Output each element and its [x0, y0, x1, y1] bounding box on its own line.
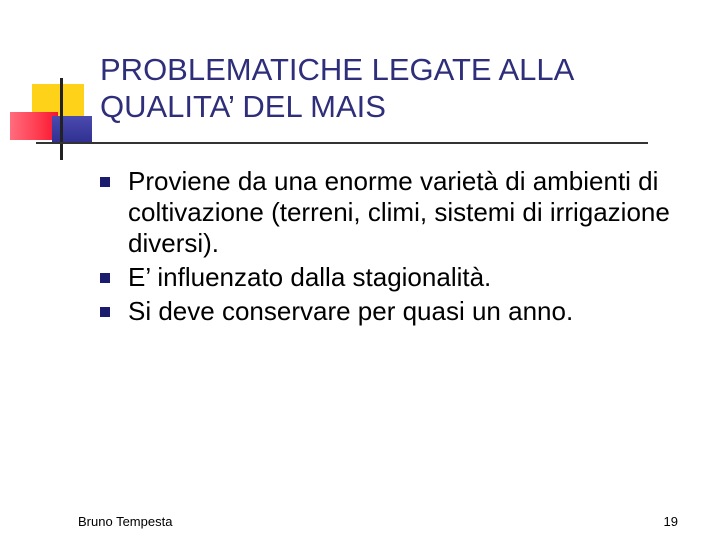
logo-vertical-line	[60, 78, 63, 160]
bullet-text: Si deve conservare per quasi un anno.	[128, 296, 574, 326]
logo-blue-square	[52, 116, 92, 144]
logo-red-bar	[10, 112, 58, 140]
bullet-item	[100, 262, 700, 293]
title-underline-divider	[36, 142, 648, 144]
square-bullet-icon	[100, 273, 110, 283]
square-bullet-icon	[100, 177, 110, 187]
square-bullet-icon	[100, 307, 110, 317]
bullet-item	[100, 166, 700, 259]
footer-page-number: 19	[663, 514, 678, 529]
bullet-text: Proviene da una enorme varietà di ambienti di coltivazione (terreni, climi, sistemi di irrigazione diversi).	[128, 166, 670, 258]
bullet-list	[100, 166, 700, 330]
bullet-text: E’ influenzato dalla stagionalità.	[128, 262, 492, 292]
footer-author: Bruno Tempesta	[78, 514, 173, 529]
bullet-item	[100, 296, 700, 327]
slide-title: PROBLEMATICHE LEGATE ALLA QUALITA’ DEL MAIS	[100, 52, 575, 124]
